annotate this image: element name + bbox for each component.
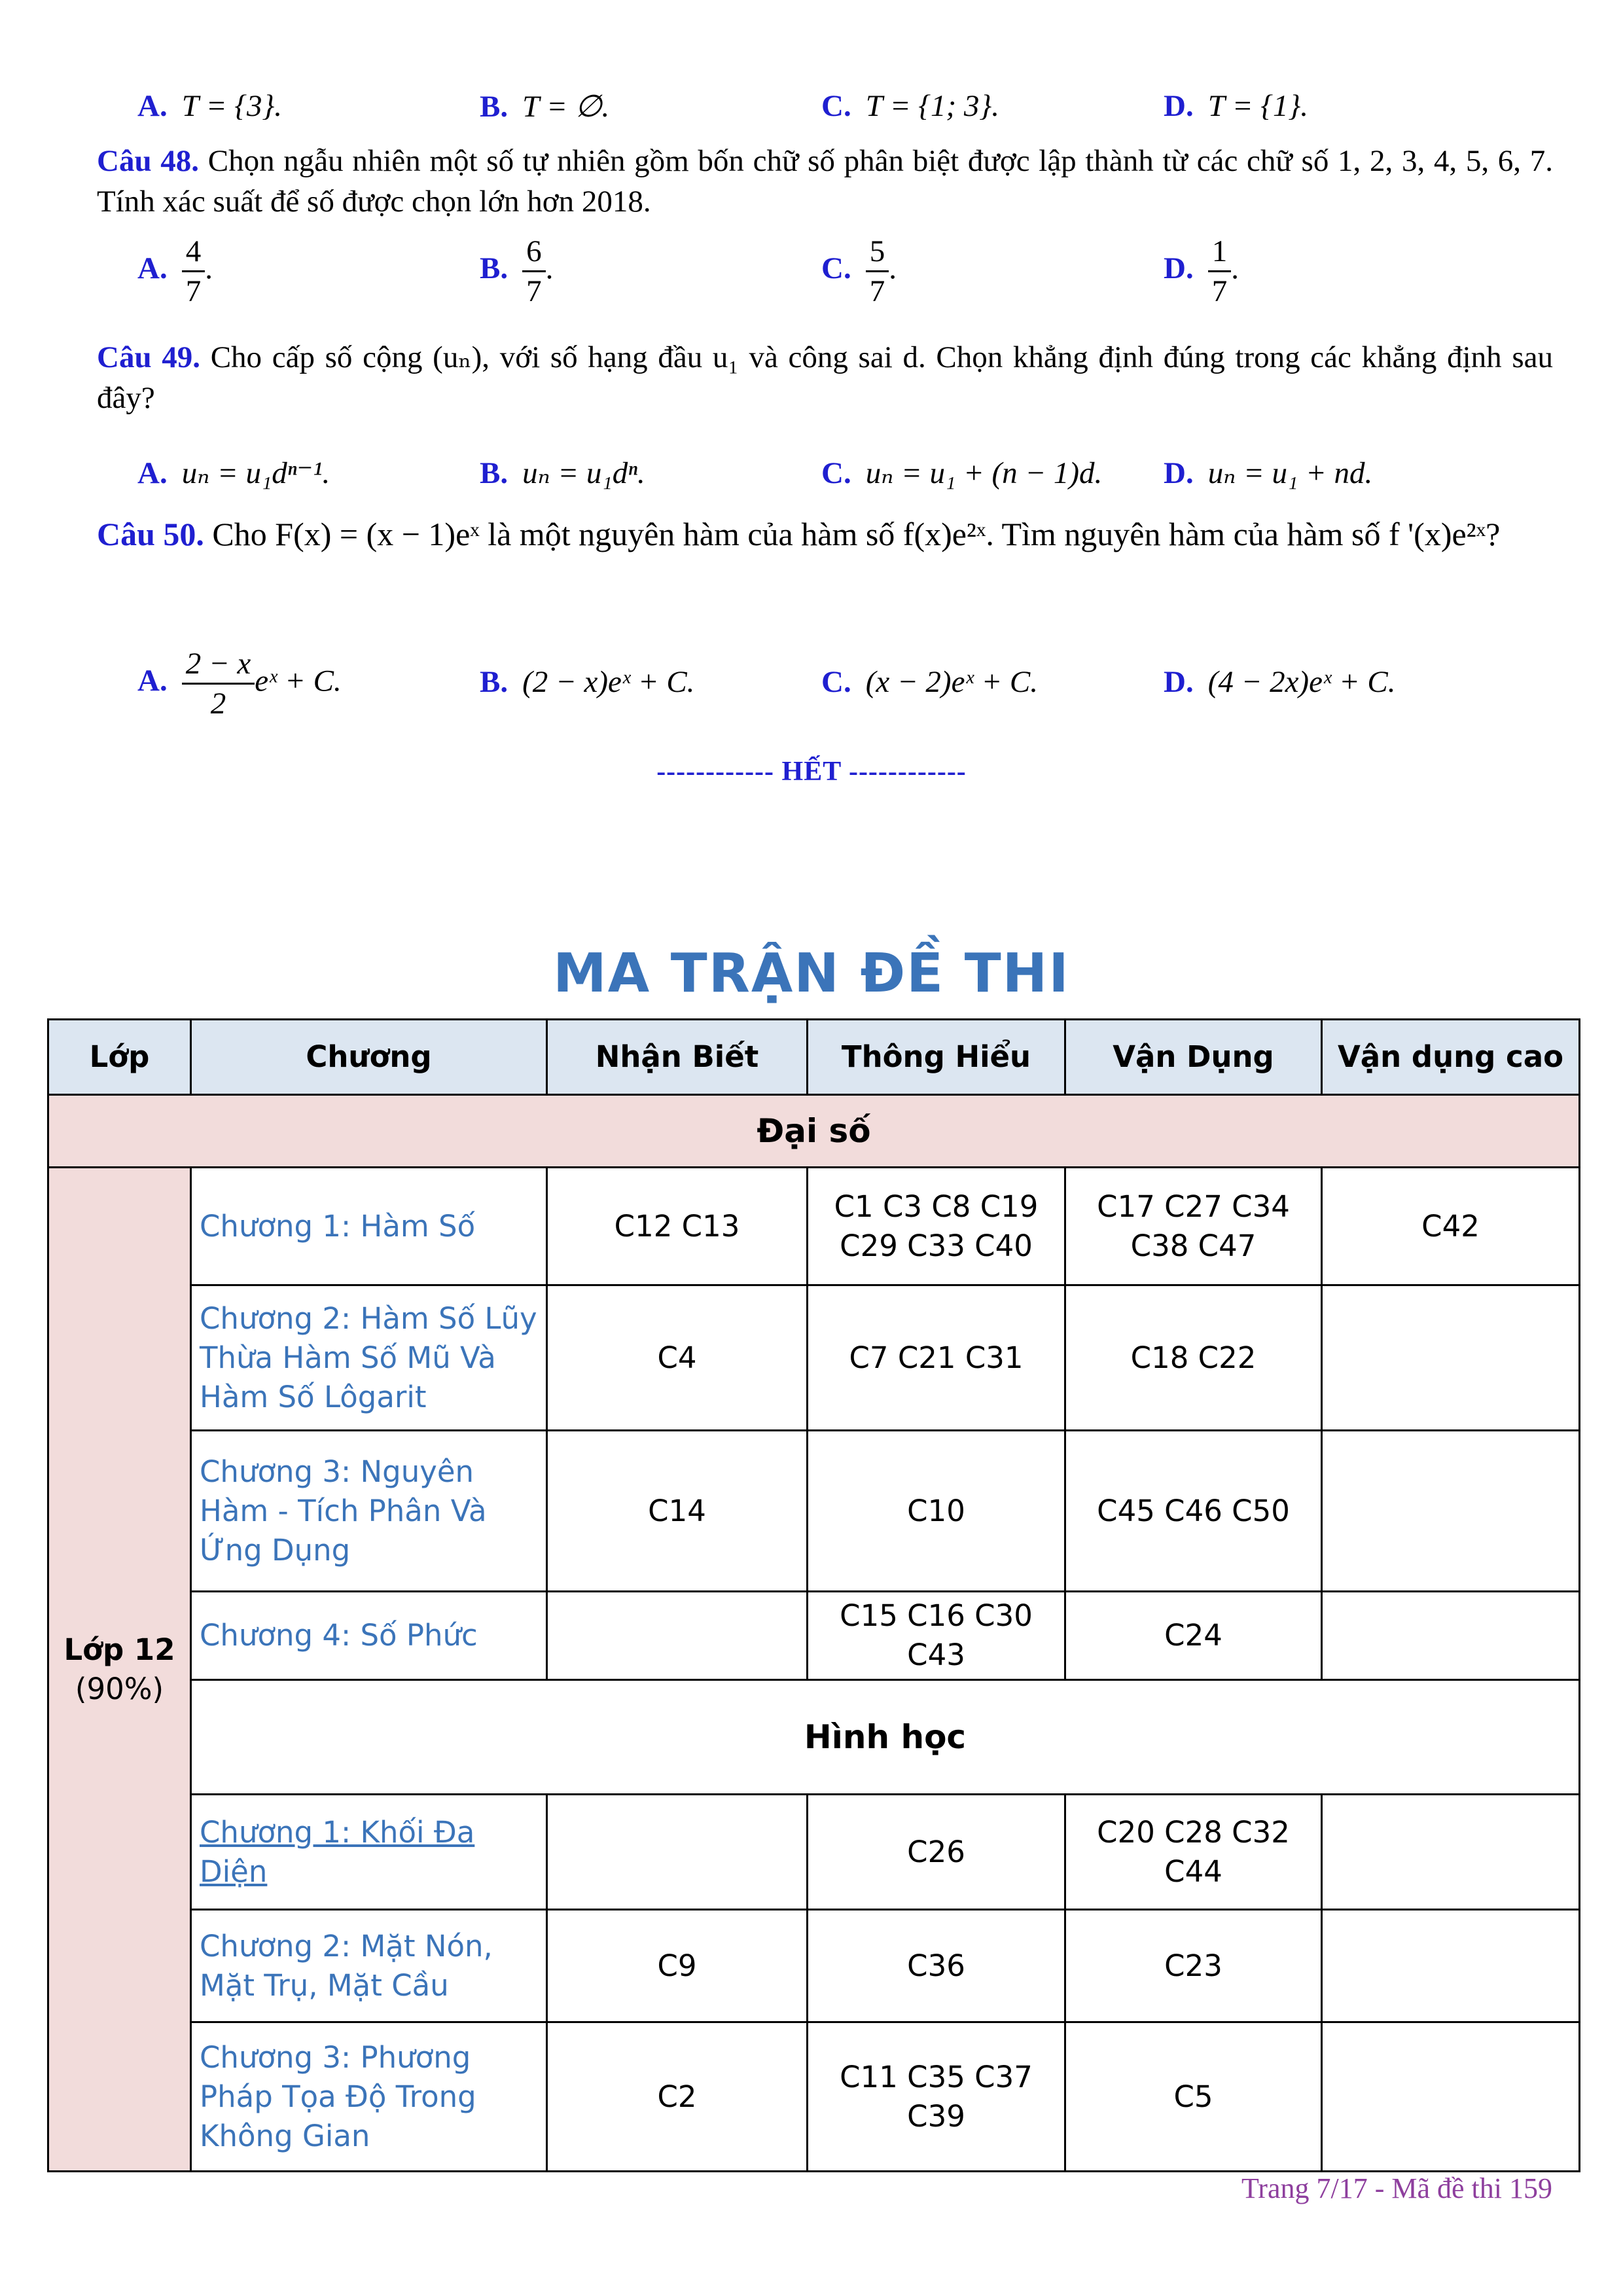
cell-th: C26 (808, 1795, 1065, 1910)
section-geometry: Hình học (191, 1680, 1580, 1795)
q49-option-c: C. uₙ = u₁ + (n − 1)d. (821, 456, 1103, 490)
cell-th: C15 C16 C30 C43 (808, 1592, 1065, 1680)
table-row (48, 1431, 1580, 1592)
header-grade: Lớp (48, 1020, 191, 1095)
q49-option-d: D. uₙ = u₁ + nd. (1164, 456, 1373, 490)
header-chapter: Chương (191, 1020, 547, 1095)
cell-nb (547, 1795, 808, 1910)
q50-option-c: C. (x − 2)eˣ + C. (821, 665, 1039, 699)
chapter-cell: Chương 2: Mặt Nón, Mặt Trụ, Mặt Cầu (191, 1910, 547, 2022)
chapter-cell: Chương 3: Nguyên Hàm - Tích Phân Và Ứng Dụng (191, 1431, 547, 1592)
page-footer: Trang 7/17 - Mã đề thi 159 (1241, 2172, 1552, 2204)
table-row (48, 1795, 1580, 1910)
matrix-title: MA TRẬN ĐỀ THI (553, 942, 1070, 1005)
chapter-cell: Chương 3: Phương Pháp Tọa Độ Trong Không Gian (191, 2022, 547, 2172)
table-header-row (48, 1020, 1580, 1095)
chapter-cell: Chương 4: Số Phức (191, 1592, 547, 1680)
cell-th: C11 C35 C37 C39 (808, 2022, 1065, 2172)
cell-nb: C4 (547, 1285, 808, 1431)
cell-vdc (1322, 1592, 1580, 1680)
cell-nb (547, 1592, 808, 1680)
q49-text: Câu 49. Cho cấp số cộng (uₙ), với số hạng đầu u₁ và công sai d. Chọn khẳng định đúng trong các khẳng định sau đây? (97, 340, 1553, 415)
section-algebra: Đại số (48, 1095, 1580, 1168)
cell-nb: C14 (547, 1431, 808, 1592)
cell-th: C1 C3 C8 C19 C29 C33 C40 (808, 1168, 1065, 1285)
cell-vd: C24 (1065, 1592, 1322, 1680)
cell-nb: C12 C13 (547, 1168, 808, 1285)
q47-option-d: D. T = {1}. (1164, 89, 1309, 123)
cell-th: C7 C21 C31 (808, 1285, 1065, 1431)
q48-option-c: C. $\frac{5}{7}$ . (821, 232, 897, 310)
cell-th: C36 (808, 1910, 1065, 2022)
cell-vdc (1322, 1285, 1580, 1431)
cell-vdc (1322, 1910, 1580, 2022)
cell-vd: C5 (1065, 2022, 1322, 2172)
header-advanced-application: Vận dụng cao (1322, 1020, 1580, 1095)
cell-vdc: C42 (1322, 1168, 1580, 1285)
table-row (48, 2022, 1580, 2172)
cell-vd: C20 C28 C32 C44 (1065, 1795, 1322, 1910)
q48-option-a: A. $\frac{4}{7}$ . (137, 232, 213, 310)
q47-option-a: A. T = {3}. (137, 89, 283, 123)
header-understanding: Thông Hiểu (808, 1020, 1065, 1095)
table-row (48, 1285, 1580, 1431)
q47-option-c: C. T = {1; 3}. (821, 89, 999, 123)
cell-vdc (1322, 1431, 1580, 1592)
q50-option-a: A. $\frac{2 - x}{2}$ eˣ + C. (137, 645, 342, 723)
table-row (48, 1910, 1580, 2022)
grade-cell: Lớp 12 (90%) (48, 1168, 191, 2172)
q48-text: Câu 48. Chọn ngẫu nhiên một số tự nhiên gồm bốn chữ số phân biệt được lập thành từ các chữ số 1, 2, 3, 4, 5, 6, 7. Tính xác suất để số được chọn lớn hơn 2018. (97, 144, 1553, 219)
q50-option-b: B. (2 − x)eˣ + C. (480, 665, 695, 699)
q49-option-b: B. uₙ = u₁dⁿ. (480, 456, 645, 490)
header-recognition: Nhận Biết (547, 1020, 808, 1095)
q48-option-b: B. $\frac{6}{7}$ . (480, 232, 553, 310)
q49-option-a: A. uₙ = u₁dⁿ⁻¹. (137, 456, 330, 490)
table-row (48, 1168, 1580, 1285)
cell-vdc (1322, 2022, 1580, 2172)
cell-nb: C9 (547, 1910, 808, 2022)
q48-option-d: D. $\frac{1}{7}$ . (1164, 232, 1239, 310)
cell-vdc (1322, 1795, 1580, 1910)
chapter-cell: Chương 1: Hàm Số (191, 1168, 547, 1285)
q50-option-d: D. (4 − 2x)eˣ + C. (1164, 665, 1396, 699)
cell-vd: C17 C27 C34 C38 C47 (1065, 1168, 1322, 1285)
chapter-link[interactable]: Chương 1: Khối Đa Diện (191, 1795, 547, 1910)
table-row (48, 1592, 1580, 1680)
chapter-cell: Chương 2: Hàm Số Lũy Thừa Hàm Số Mũ Và Hàm Số Lôgarit (191, 1285, 547, 1431)
q50-text: Câu 50. Cho F(x) = (x − 1)eˣ là một nguyên hàm của hàm số f(x)e²ˣ. Tìm nguyên hàm của hàm số f '(x)e²ˣ? (97, 516, 1501, 552)
cell-vd: C45 C46 C50 (1065, 1431, 1322, 1592)
cell-vd: C18 C22 (1065, 1285, 1322, 1431)
end-marker: ------------ HẾT ------------ (656, 757, 967, 787)
cell-th: C10 (808, 1431, 1065, 1592)
cell-nb: C2 (547, 2022, 808, 2172)
header-application: Vận Dụng (1065, 1020, 1322, 1095)
cell-vd: C23 (1065, 1910, 1322, 2022)
q47-option-b: B. T = ∅. (480, 90, 610, 124)
exam-matrix-table (47, 1018, 1580, 2172)
